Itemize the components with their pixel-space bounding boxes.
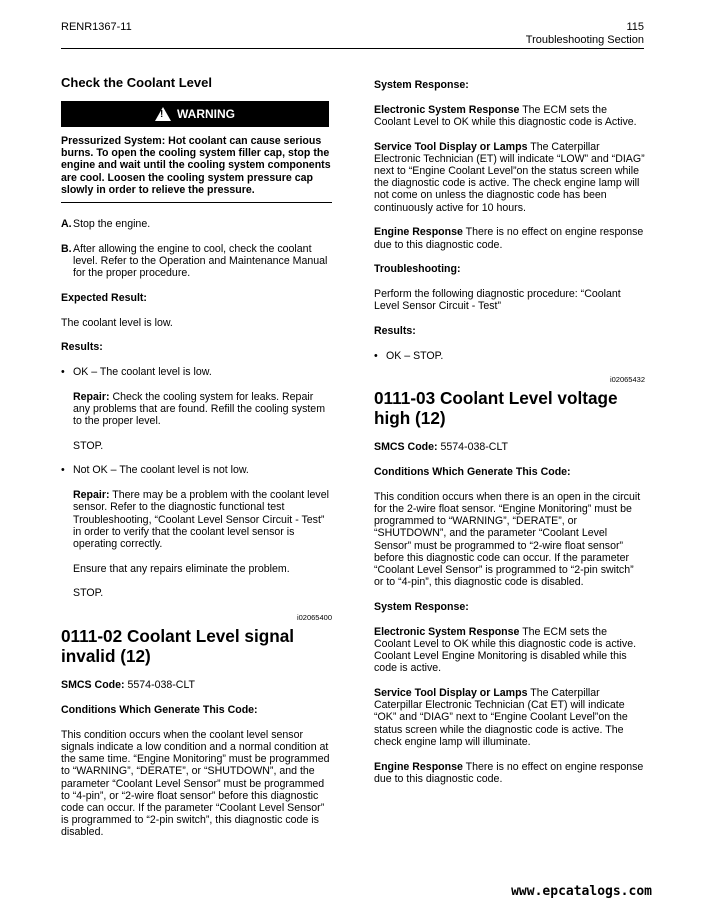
warning-banner bbox=[61, 101, 329, 127]
smcs-code bbox=[374, 441, 645, 453]
result-ok bbox=[61, 366, 332, 378]
service-tool-display bbox=[374, 687, 645, 748]
right-column bbox=[374, 79, 645, 797]
warning-text: Pressurized System: Hot coolant can cause serious burns. To open the cooling system filler cap, stop the engine and wait until the cooling system components are cool. Loosen the cooling system pressure cap slowly in order to relieve the pressure. bbox=[61, 135, 331, 196]
not-ok-ensure: Ensure that any repairs eliminate the problem. bbox=[73, 562, 290, 575]
system-response-heading: System Response: bbox=[374, 600, 469, 613]
reference-id: i02065432 bbox=[609, 375, 645, 385]
step-a-label: A. bbox=[61, 218, 72, 231]
ecm-label: Electronic System Response bbox=[374, 625, 520, 638]
warning-divider bbox=[61, 202, 332, 203]
result-not-ok bbox=[61, 464, 332, 476]
result-not-ok-text: Not OK – The coolant level is not low. bbox=[73, 464, 249, 477]
document-id: RENR1367-11 bbox=[61, 21, 132, 33]
not-ok-stop: STOP. bbox=[73, 587, 104, 600]
section-title: Troubleshooting Section bbox=[525, 34, 644, 46]
result-ok-text: OK – The coolant level is low. bbox=[73, 365, 212, 378]
ecm-label: Electronic System Response bbox=[374, 103, 520, 116]
step-b-text: After allowing the engine to cool, check the coolant level. Refer to the Operation and Maintenance Manual for the proper procedure. bbox=[73, 242, 328, 280]
not-ok-repair bbox=[73, 489, 332, 550]
ok-repair-label: Repair: bbox=[73, 390, 110, 403]
results-heading: Results: bbox=[374, 324, 416, 337]
engine-response bbox=[374, 226, 645, 250]
code-title-0111-03: 0111-03 Coolant Level voltage high (12) bbox=[374, 388, 618, 428]
bullet-icon: • bbox=[61, 464, 65, 477]
electronic-system-response bbox=[374, 104, 645, 128]
tool-text: The Caterpillar Caterpillar Electronic Technician (Cat ET) will indicate “OK” and “DIAG” next to “Engine Coolant Level”on the status screen while the diagnostic code is active. The check engine lamp will illuminate. bbox=[374, 687, 628, 748]
bullet-icon: • bbox=[374, 349, 378, 362]
tool-label: Service Tool Display or Lamps bbox=[374, 140, 528, 153]
engine-response bbox=[374, 761, 645, 785]
smcs-value: 5574-038-CLT bbox=[437, 441, 509, 454]
expected-result-text: The coolant level is low. bbox=[61, 316, 173, 329]
not-ok-repair-text: There may be a problem with the coolant level sensor. Refer to the diagnostic functional test Troubleshooting, “Coolant Level Sensor Circuit - Test” in order to verify that the coolant level sensor is operating correctly. bbox=[73, 489, 329, 550]
code-title-0111-02: 0111-02 Coolant Level signal invalid (12) bbox=[61, 626, 295, 666]
ok-stop: STOP. bbox=[73, 439, 104, 452]
ecm-text: The ECM sets the Coolant Level to OK while this diagnostic code is Active. bbox=[374, 103, 637, 128]
section-heading-check-coolant: Check the Coolant Level bbox=[61, 75, 212, 90]
ok-repair bbox=[73, 391, 332, 428]
step-b bbox=[61, 243, 332, 280]
tool-label: Service Tool Display or Lamps bbox=[374, 687, 528, 699]
troubleshooting-text: Perform the following diagnostic procedure: “Coolant Level Sensor Circuit - Test” bbox=[374, 287, 621, 313]
expected-result-heading: Expected Result: bbox=[61, 291, 147, 304]
step-a-text: Stop the engine. bbox=[73, 218, 151, 231]
conditions-heading: Conditions Which Generate This Code: bbox=[61, 703, 258, 716]
result-ok bbox=[374, 350, 645, 362]
engine-text: There is no effect on engine response due to this diagnostic code. bbox=[374, 760, 644, 785]
smcs-label: SMCS Code: bbox=[61, 679, 125, 692]
page-number: 115 bbox=[626, 21, 644, 33]
step-a bbox=[61, 218, 332, 230]
warning-triangle-icon: ! bbox=[155, 107, 171, 121]
warning-label: WARNING bbox=[177, 106, 235, 121]
header-divider bbox=[61, 48, 644, 49]
engine-text: There is no effect on engine response due to this diagnostic code. bbox=[374, 226, 644, 251]
system-response-heading: System Response: bbox=[374, 79, 469, 91]
result-ok-text: OK – STOP. bbox=[386, 349, 444, 362]
step-b-label: B. bbox=[61, 242, 72, 255]
reference-id: i02065400 bbox=[296, 613, 332, 623]
conditions-text: This condition occurs when the coolant level sensor signals indicate a low condition and a normal condition at the same time. “Engine Monitoring” must be programmed to “WARNING”, “DERATE”, or “SHUTDOWN”, and the parameter “Coolant Level Sensor” must be programmed to “4-pin”, or “2-wire float sensor” before this diagnostic code can occur. If the parameter “Coolant Level Sensor” is programmed to “2-pin switch”, this diagnostic code is disabled. bbox=[61, 728, 330, 839]
engine-label: Engine Response bbox=[374, 226, 463, 239]
left-column bbox=[61, 72, 332, 851]
tool-text: The Caterpillar Electronic Technician (ET) will indicate “LOW” and “DIAG” next to “Engine Coolant Level”on the status screen while the diagnostic code is active. The check engine lamp will not come on unless the diagnostic code has been continuously active for 10 hours. bbox=[374, 140, 645, 214]
ok-repair-text: Check the cooling system for leaks. Repair any problems that are found. Refill the cooling system to the proper level. bbox=[73, 390, 326, 428]
smcs-label: SMCS Code: bbox=[374, 441, 438, 454]
engine-label: Engine Response bbox=[374, 760, 463, 773]
watermark-link: www.epcatalogs.com bbox=[511, 884, 652, 899]
conditions-text: This condition occurs when there is an open in the circuit for the 2-wire float sensor. “Engine Monitoring” must be programmed to “WARNING”, “DERATE”, or “SHUTDOWN”, and the parameter “Coolant Level Sensor” must be programmed to “2-wire float sensor” before this diagnostic code can occur. If the parameter “Coolant Level Sensor” is programmed to “2-pin switch” or to “4-pin”, this diagnostic code is disabled. bbox=[374, 490, 641, 589]
not-ok-repair-label: Repair: bbox=[73, 489, 110, 502]
troubleshooting-heading: Troubleshooting: bbox=[374, 263, 461, 276]
ecm-text: The ECM sets the Coolant Level to OK while this diagnostic code is active. Coolant Level Engine Monitoring is disabled while this code is active. bbox=[374, 625, 637, 675]
results-heading: Results: bbox=[61, 341, 103, 354]
smcs-value: 5574-038-CLT bbox=[124, 679, 196, 692]
conditions-heading: Conditions Which Generate This Code: bbox=[374, 466, 571, 479]
service-tool-display bbox=[374, 141, 645, 214]
smcs-code bbox=[61, 679, 332, 691]
bullet-icon: • bbox=[61, 365, 65, 378]
electronic-system-response bbox=[374, 626, 645, 675]
